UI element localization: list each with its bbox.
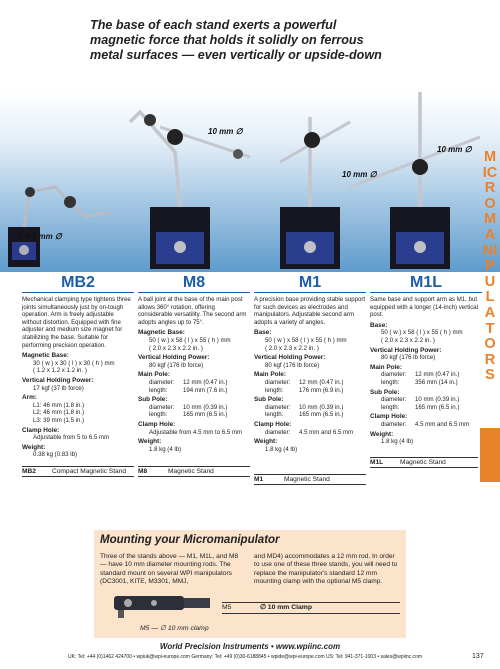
product-model: MB2 <box>22 274 134 293</box>
spec-value: 165 mm (6.5 in.) <box>415 403 460 411</box>
spec-value: 165 mm (6.5 in.) <box>183 411 228 419</box>
m5-clamp-image <box>110 586 230 622</box>
spec-value: Adjustable from 5 to 6.5 mm <box>33 434 110 442</box>
spec-key: L3: 39 mm (1.5 in.) <box>33 416 85 424</box>
spec-value: 17 kgf (37 lb force) <box>33 384 84 392</box>
footer-contacts: UK: Tel: +44 (0)1462 424700 • wpiuk@wpi-europe.com Germany: Tel: +49 (0)30-6188845 • wpide@wpi-europe.com US: Tel: 941-371-1003 • sales@wpiinc.com <box>68 654 422 660</box>
footer-brand: World Precision Instruments • www.wpiinc.com <box>159 642 341 651</box>
spec-heading: Clamp Hole: <box>254 420 292 428</box>
product-model: M1L <box>370 274 482 293</box>
mb2-stand-image <box>8 187 110 267</box>
spec-heading: Sub Pole: <box>138 396 168 404</box>
spec-value: 1.8 kg (4 lb) <box>265 445 298 453</box>
spec-row <box>254 429 366 437</box>
side-tab-marker <box>480 428 500 482</box>
spec-value: 30 ( w ) x 30 ( l ) x 30 ( h ) mm <box>33 359 115 367</box>
spec-row <box>370 396 482 404</box>
spec-key: length: <box>149 386 168 394</box>
spec-row <box>254 404 366 412</box>
spec-key: length: <box>381 403 400 411</box>
spec-value: 10 mm (0.39 in.) <box>299 403 344 411</box>
order-code: M5 <box>222 604 232 611</box>
spec-value: 4.5 mm and 6.5 mm <box>415 420 470 428</box>
spec-heading: Weight: <box>138 438 162 446</box>
spec-key: diameter: <box>265 378 291 386</box>
spec-value: 12 mm (0.47 in.) <box>299 378 344 386</box>
spec-row <box>370 404 482 412</box>
spec-row <box>370 371 482 379</box>
spec-heading: Main Pole: <box>254 371 286 379</box>
spec-value: 80 kgf (176 lb force) <box>381 354 436 362</box>
spec-row <box>254 379 366 387</box>
spec-value: 80 kgf (176 lb force) <box>265 361 320 369</box>
spec-heading: Magnetic Base: <box>138 329 185 337</box>
spec-value: 356 mm (14 in.) <box>415 378 458 386</box>
spec-row <box>22 417 134 425</box>
spec-value: 12 mm (0.47 in.) <box>183 378 228 386</box>
spec-heading: Base: <box>254 329 272 337</box>
spec-value: ( 2.0 x 2.3 x 2.2 in. ) <box>149 344 203 352</box>
headline: The base of each stand exerts a powerful magnetic force that holds it solidly on ferrous metal surfaces — even vertically or upside-down <box>90 18 382 62</box>
spec-value: 1.8 kg (4 lb) <box>381 438 414 446</box>
spec-value: 10 mm (0.39 in.) <box>415 396 460 404</box>
product-description: Mechanical clamping type tightens three joints simultaneously just by on-tough operation. Arm is freely adjustable without distortion. Equipped with fine adjuster and medium size magnet for stabilizing the base. Suitable for performing precision operation. <box>22 296 131 349</box>
spec-key: L2: 46 mm (1.8 in.) <box>33 409 85 417</box>
spec-value: 50 ( w ) x 58 ( l ) x 55 ( h ) mm <box>149 336 231 344</box>
spec-heading: Base: <box>370 321 388 329</box>
spec-heading: Vertical Holding Power: <box>138 354 210 362</box>
spec-value: 80 kgf (176 lb force) <box>149 361 204 369</box>
spec-key: diameter: <box>265 428 291 436</box>
order-name: ∅ 10 mm Clamp <box>260 604 313 611</box>
order-row-m1l <box>370 457 478 468</box>
product-column-m1 <box>254 274 366 453</box>
order-code: M1L <box>370 459 384 466</box>
spec-value: 12 mm (0.47 in.) <box>415 371 460 379</box>
m5-caption: M5 — ∅ 10 mm clamp <box>140 625 209 632</box>
mb2-arm-dimension: 5-6.5 mm ∅ <box>18 232 62 241</box>
spec-row <box>370 379 482 387</box>
m1-stand-image <box>280 117 350 269</box>
spec-row <box>22 409 134 417</box>
spec-value: Adjustable from 4.5 mm to 6.5 mm <box>149 428 243 436</box>
spec-value: ( 1.2 x 1.2 x 1.2 in. ) <box>33 367 87 375</box>
order-name: Magnetic Stand <box>284 476 330 483</box>
spec-row <box>138 411 250 419</box>
m1l-stand-image <box>350 92 480 269</box>
spec-row <box>370 421 482 429</box>
spec-heading: Main Pole: <box>370 363 402 371</box>
spec-key: length: <box>265 386 284 394</box>
product-description: Same base and support arm as M1, but equipped with a longer (14-inch) vertical post. <box>370 296 479 319</box>
product-column-m8 <box>138 274 250 453</box>
spec-key: L1: 46 mm (1.8 in.) <box>33 401 85 409</box>
spec-key: length: <box>381 378 400 386</box>
order-code: MB2 <box>22 468 36 475</box>
spec-value: ( 2.0 x 2.3 x 2.2 in. ) <box>381 336 435 344</box>
order-row-m5 <box>222 602 400 614</box>
product-model: M1 <box>254 274 366 293</box>
spec-value: ( 2.0 x 2.3 x 2.2 in. ) <box>265 344 319 352</box>
spec-row <box>138 379 250 387</box>
product-description: A precision base providing stable support for such devices as electrodes and manipulators. Adjustable second arm adopts a variety of angles. <box>254 296 366 326</box>
spec-heading: Clamp Hole: <box>22 426 60 434</box>
spec-value: 10 mm (0.39 in.) <box>183 403 228 411</box>
spec-key: length: <box>265 411 284 419</box>
spec-row <box>138 387 250 395</box>
order-code: M1 <box>254 476 264 483</box>
spec-heading: Vertical Holding Power: <box>22 376 94 384</box>
spec-key: diameter: <box>149 403 175 411</box>
product-photo <box>0 92 500 272</box>
spec-heading: Sub Pole: <box>370 388 400 396</box>
spec-row <box>254 411 366 419</box>
mounting-text-right: and MD4) accommodates a 12 mm rod. In order to use one of these three stands, you will need to replace the manipulator's standard 12 mm mounting clamp with the optional M5 clamp. <box>254 553 398 586</box>
spec-row <box>22 402 134 410</box>
spec-key: diameter: <box>381 371 407 379</box>
order-name: Magnetic Stand <box>400 459 446 466</box>
order-code: M8 <box>138 468 148 475</box>
spec-heading: Arm: <box>22 394 37 402</box>
order-row-mb2 <box>22 466 134 477</box>
m1-rod-dimension: 10 mm ∅ <box>342 170 377 179</box>
spec-value: 1.8 kg (4 lb) <box>149 445 182 453</box>
spec-heading: Weight: <box>254 438 278 446</box>
spec-row <box>254 387 366 395</box>
spec-row <box>138 404 250 412</box>
spec-value: 176 mm (6.9 in.) <box>299 386 344 394</box>
spec-heading: Weight: <box>22 443 46 451</box>
page-number: 137 <box>472 653 484 660</box>
spec-heading: Magnetic Base: <box>22 352 69 360</box>
spec-value: 165 mm (6.5 in.) <box>299 411 344 419</box>
spec-value: 0.38 kg (0.83 lb) <box>33 451 78 459</box>
product-model: M8 <box>138 274 250 293</box>
mounting-title: Mounting your Micromanipulator <box>100 534 280 546</box>
spec-value: 194 mm (7.6 in.) <box>183 386 228 394</box>
mounting-text-left: Three of the stands above — M1, M1L, and M8 — have 10 mm diameter mounting rods. The standard mount on several WPI manipulators (DC3001, KITE, M3301, MMJ, <box>100 553 239 586</box>
spec-heading: Clamp Hole: <box>138 420 176 428</box>
spec-heading: Weight: <box>370 430 394 438</box>
product-description: A ball joint at the base of the main post allows 360° rotation, offering considerable versatility. The second arm adopts angles up to 75°. <box>138 296 247 326</box>
spec-heading: Sub Pole: <box>254 396 284 404</box>
product-column-m1l <box>370 274 482 446</box>
spec-value: 50 ( w ) x 58 ( l ) x 55 ( h ) mm <box>265 336 347 344</box>
side-tab-label: MICROMANIPULATORS <box>482 149 498 384</box>
spec-key: length: <box>149 411 168 419</box>
spec-key: diameter: <box>381 420 407 428</box>
spec-key: diameter: <box>265 403 291 411</box>
spec-value: 50 ( w ) x 58 ( l ) x 55 ( h ) mm <box>381 329 463 337</box>
spec-value: 4.5 mm and 6.5 mm <box>299 428 354 436</box>
spec-heading: Vertical Holding Power: <box>370 346 442 354</box>
spec-key: diameter: <box>381 396 407 404</box>
order-row-m1 <box>254 474 366 485</box>
m1l-rod-dimension: 10 mm ∅ <box>437 145 472 154</box>
order-row-m8 <box>138 466 250 477</box>
product-column-mb2 <box>22 274 134 459</box>
spec-heading: Main Pole: <box>138 371 170 379</box>
spec-key: diameter: <box>149 378 175 386</box>
order-name: Magnetic Stand <box>168 468 214 475</box>
spec-heading: Vertical Holding Power: <box>254 354 326 362</box>
spec-heading: Clamp Hole: <box>370 413 408 421</box>
m8-rod-dimension: 10 mm ∅ <box>208 127 243 136</box>
order-name: Compact Magnetic Stand <box>52 468 127 475</box>
